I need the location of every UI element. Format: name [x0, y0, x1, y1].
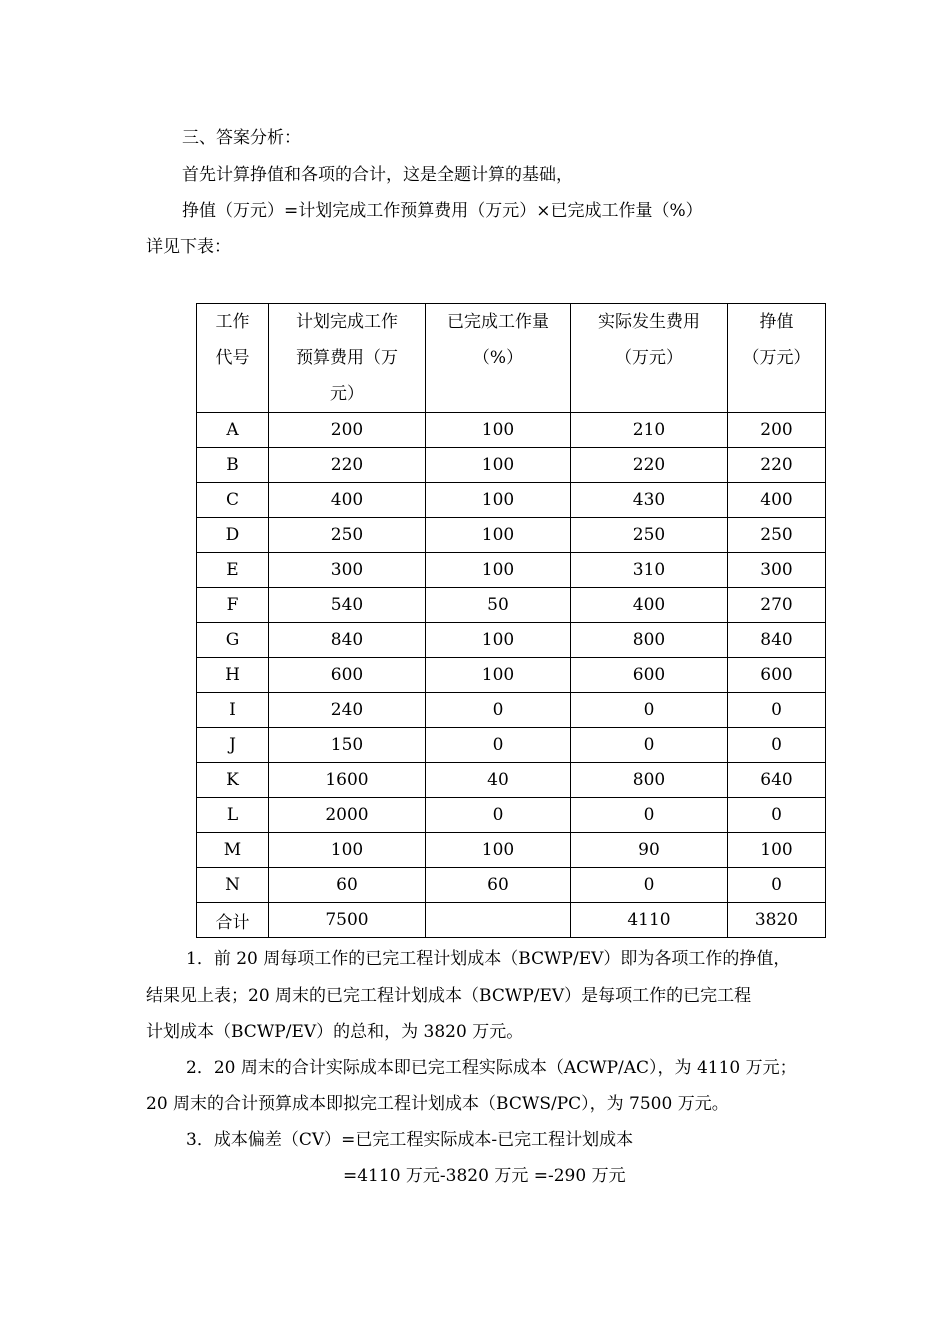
para3-line-1: 3．成本偏差（CV）=已完工程实际成本-已完工程计划成本 [186, 1130, 634, 1150]
table-cell: 100 [269, 833, 426, 868]
table-cell: I [197, 693, 269, 728]
table-cell: 0 [571, 728, 728, 763]
header-text: 代号 [215, 348, 250, 368]
table-cell: 250 [728, 518, 826, 553]
table-cell: 200 [269, 413, 426, 448]
table-cell: 300 [728, 553, 826, 588]
table-cell: 100 [426, 658, 571, 693]
table-row [197, 658, 826, 693]
table-cell: 0 [426, 798, 571, 833]
table-row [197, 833, 826, 868]
header-text: （%） [472, 348, 524, 368]
table-cell: 400 [728, 483, 826, 518]
table-cell: J [197, 728, 269, 763]
table-cell: 1600 [269, 763, 426, 798]
table-cell: 60 [269, 868, 426, 903]
table-cell: 220 [728, 448, 826, 483]
table-cell: 540 [269, 588, 426, 623]
table-cell: 430 [571, 483, 728, 518]
table-cell: L [197, 798, 269, 833]
table-cell: K [197, 763, 269, 798]
table-header-cell [269, 304, 426, 413]
para2-line-2: 20 周末的合计预算成本即拟完工程计划成本（BCWS/PC），为 7500 万元。 [146, 1094, 729, 1114]
table-cell: 220 [571, 448, 728, 483]
table-header-cell [571, 304, 728, 413]
table-cell: C [197, 483, 269, 518]
header-text: 元） [330, 384, 364, 404]
table-cell: 270 [728, 588, 826, 623]
table-cell: 100 [426, 483, 571, 518]
table-cell: 0 [728, 868, 826, 903]
table-header-cell [728, 304, 826, 413]
table-row [197, 623, 826, 658]
header-text: （万元） [615, 348, 683, 368]
intro-line-2: 挣值（万元）=计划完成工作预算费用（万元）×已完成工作量（%） [182, 201, 703, 221]
table-cell: 3820 [728, 903, 826, 938]
header-text: 实际发生费用 [598, 312, 700, 332]
table-row [197, 448, 826, 483]
para3-line-2: =4110 万元-3820 万元 =-290 万元 [343, 1166, 626, 1186]
table-cell: 600 [728, 658, 826, 693]
table-cell: B [197, 448, 269, 483]
table-cell: 800 [571, 623, 728, 658]
table-cell: 合计 [197, 903, 269, 938]
earned-value-table [196, 303, 826, 938]
table-cell: 0 [728, 693, 826, 728]
table-cell: 400 [269, 483, 426, 518]
header-text: 预算费用（万 [296, 348, 398, 368]
table-cell: 840 [728, 623, 826, 658]
table-row [197, 693, 826, 728]
table-cell: 310 [571, 553, 728, 588]
table-cell: 0 [571, 868, 728, 903]
table-cell: 0 [426, 728, 571, 763]
table-row [197, 413, 826, 448]
table-header-cell [197, 304, 269, 413]
table-cell: 600 [269, 658, 426, 693]
table-row [197, 798, 826, 833]
header-text: 已完成工作量 [447, 312, 549, 332]
table-cell: E [197, 553, 269, 588]
intro-line-3: 详见下表： [146, 237, 231, 257]
table-cell: 840 [269, 623, 426, 658]
table-cell: 2000 [269, 798, 426, 833]
table-row [197, 588, 826, 623]
table-cell: A [197, 413, 269, 448]
table-cell: F [197, 588, 269, 623]
para1-line-2: 结果见上表；20 周末的已完工程计划成本（BCWP/EV）是每项工作的已完工程 [146, 986, 752, 1006]
header-text: 计划完成工作 [296, 312, 398, 332]
section-heading: 三、答案分析： [182, 128, 301, 148]
table-cell: 800 [571, 763, 728, 798]
table-cell: M [197, 833, 269, 868]
table-cell: 0 [426, 693, 571, 728]
table-row [197, 553, 826, 588]
table-row [197, 903, 826, 938]
header-text: （万元） [742, 348, 811, 368]
table-cell: 640 [728, 763, 826, 798]
table-cell: 210 [571, 413, 728, 448]
para2-line-1: 2．20 周末的合计实际成本即已完工程实际成本（ACWP/AC），为 4110 万元； [186, 1058, 797, 1078]
table-cell: D [197, 518, 269, 553]
table-cell: 200 [728, 413, 826, 448]
table-header-cell [426, 304, 571, 413]
table-cell: 250 [571, 518, 728, 553]
table-cell: 100 [728, 833, 826, 868]
table-cell: 100 [426, 553, 571, 588]
table-row [197, 763, 826, 798]
table-cell: 100 [426, 518, 571, 553]
table-cell: 50 [426, 588, 571, 623]
table-cell: 100 [426, 623, 571, 658]
table-header-row [197, 304, 826, 413]
table-cell: 100 [426, 833, 571, 868]
para1-line-1: 1．前 20 周每项工作的已完工程计划成本（BCWP/EV）即为各项工作的挣值， [186, 949, 791, 969]
table-cell: 600 [571, 658, 728, 693]
table-cell: 100 [426, 413, 571, 448]
table-cell: 300 [269, 553, 426, 588]
table-cell: N [197, 868, 269, 903]
table-cell: 0 [571, 693, 728, 728]
table-cell: 4110 [571, 903, 728, 938]
header-text: 工作 [215, 312, 250, 332]
table-cell: 220 [269, 448, 426, 483]
table-cell: H [197, 658, 269, 693]
table-row [197, 518, 826, 553]
table-cell: 7500 [269, 903, 426, 938]
table-cell: 250 [269, 518, 426, 553]
table-cell: 0 [571, 798, 728, 833]
intro-line-1: 首先计算挣值和各项的合计，这是全题计算的基础， [182, 165, 573, 185]
table-cell: 0 [728, 728, 826, 763]
table-cell: 400 [571, 588, 728, 623]
table-cell [426, 903, 571, 938]
table-cell: 40 [426, 763, 571, 798]
table-cell: 0 [728, 798, 826, 833]
table-cell: 60 [426, 868, 571, 903]
table-cell: 100 [426, 448, 571, 483]
para1-line-3: 计划成本（BCWP/EV）的总和，为 3820 万元。 [146, 1022, 524, 1042]
table-cell: G [197, 623, 269, 658]
table-row [197, 728, 826, 763]
table-row [197, 868, 826, 903]
header-text: 挣值 [759, 312, 794, 332]
table-cell: 150 [269, 728, 426, 763]
table-cell: 240 [269, 693, 426, 728]
table-row [197, 483, 826, 518]
table-cell: 90 [571, 833, 728, 868]
